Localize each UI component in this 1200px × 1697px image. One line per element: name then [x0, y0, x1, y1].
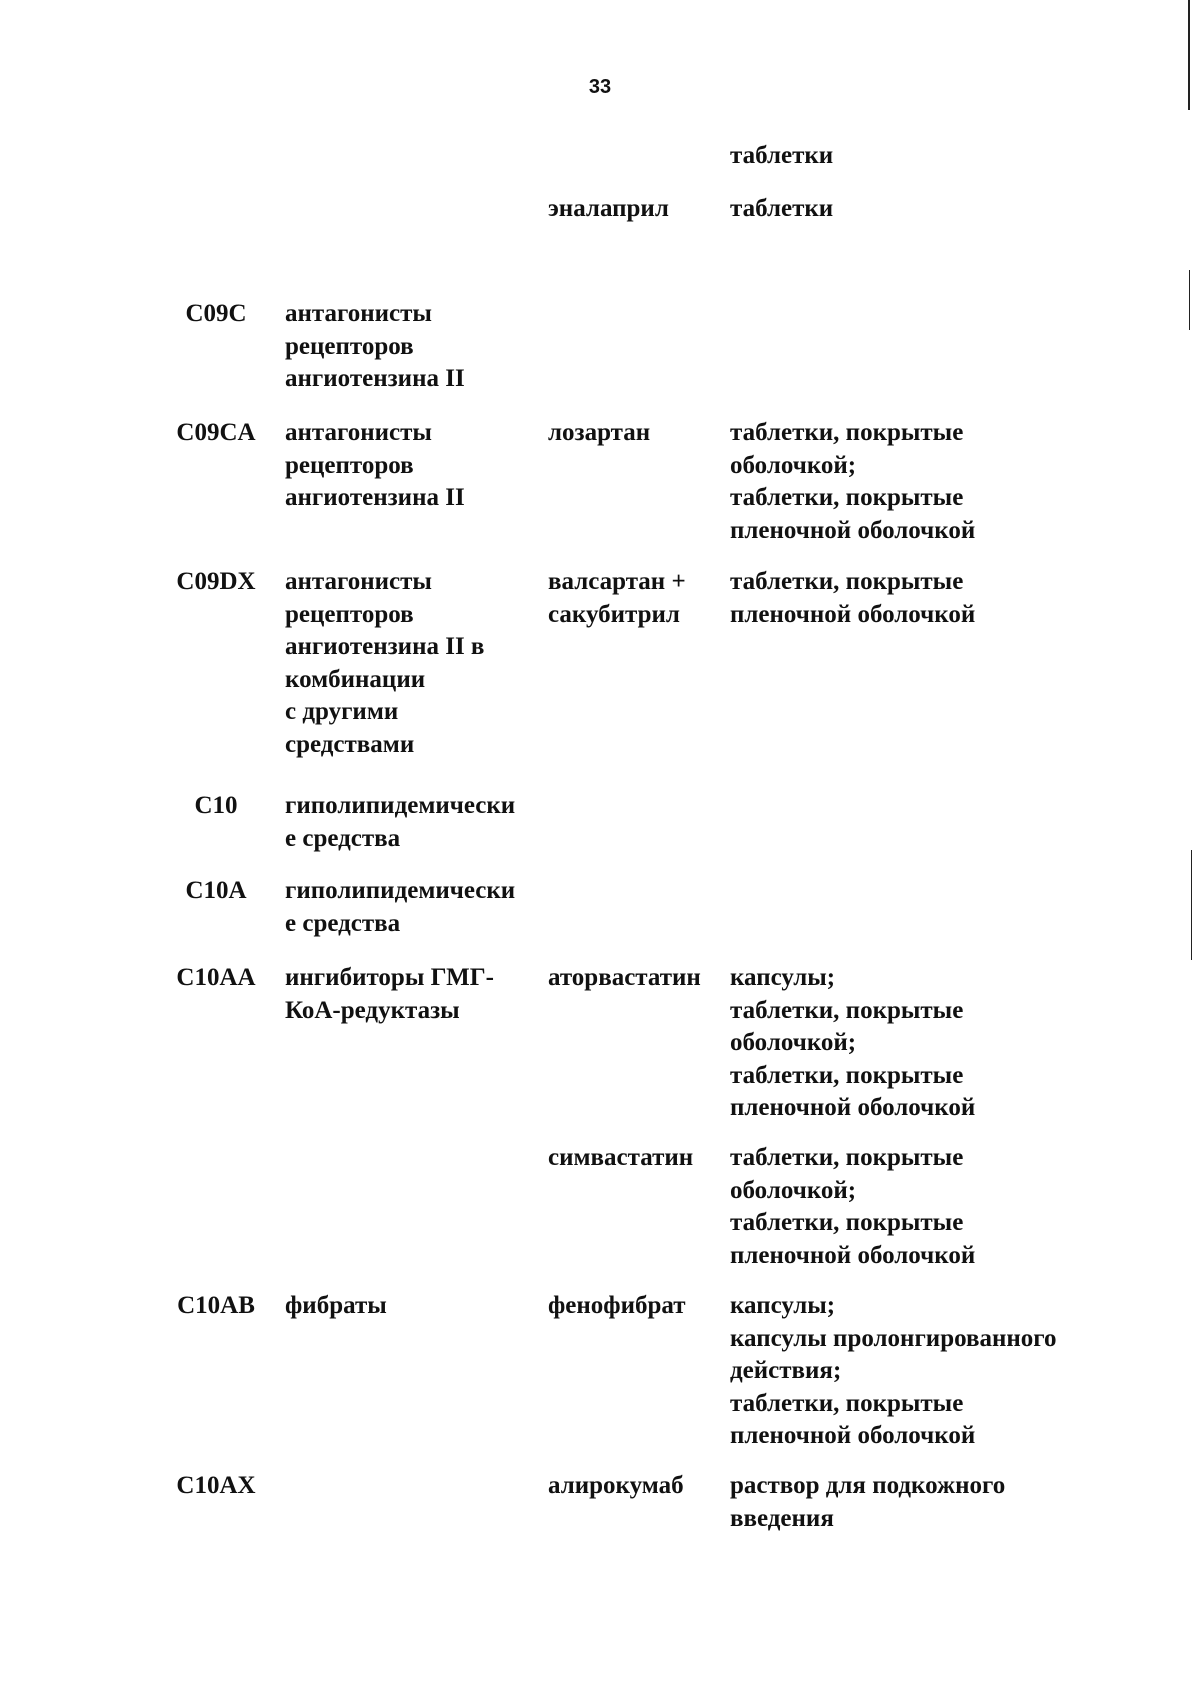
- atc-code: C09DX: [176, 568, 256, 595]
- atc-code-cell: [168, 417, 264, 450]
- atc-group-name-cell: [285, 566, 555, 761]
- atc-group-name-line: фибраты: [285, 1292, 387, 1319]
- atc-code-cell: [168, 875, 264, 908]
- atc-group-name-cell: [285, 417, 555, 515]
- dosage-form-line: оболочкой;: [730, 451, 857, 479]
- dosage-form-line: пленочной оболочкой: [730, 600, 976, 628]
- dosage-form-line: таблетки, покрытые: [730, 1144, 964, 1171]
- dosage-form-line: капсулы;: [730, 1292, 836, 1319]
- drug-name-line: аторвастатин: [548, 964, 701, 991]
- atc-code: C10A: [185, 877, 247, 904]
- atc-code-cell: [168, 566, 264, 599]
- atc-group-name-line: с другими: [285, 698, 399, 725]
- dosage-form-line: пленочной оболочкой: [730, 1094, 976, 1121]
- dosage-form-cell: [730, 193, 1190, 226]
- dosage-form-line: таблетки, покрытые: [730, 1209, 964, 1236]
- dosage-form-line: таблетки, покрытые: [730, 568, 964, 595]
- atc-group-name-line: средствами: [285, 730, 415, 758]
- atc-code: C10AB: [177, 1292, 255, 1319]
- dosage-form-cell: [730, 1470, 1190, 1535]
- atc-group-name-line: КоА-редуктазы: [285, 996, 460, 1024]
- atc-code: C10: [194, 792, 238, 819]
- drug-name-line: фенофибрат: [548, 1292, 686, 1319]
- dosage-form-line: таблетки, покрытые: [730, 419, 964, 446]
- atc-code: C09CA: [176, 419, 256, 446]
- atc-group-name-line: ангиотензина II: [285, 484, 465, 511]
- atc-group-name-line: антагонисты: [285, 419, 432, 446]
- scan-artifact: [1191, 850, 1192, 960]
- atc-group-name-line: е средства: [285, 824, 401, 852]
- dosage-form-cell: [730, 417, 1190, 547]
- atc-group-name-line: ингибиторы ГМГ-: [285, 964, 494, 991]
- atc-group-name-line: ангиотензина II в: [285, 633, 485, 660]
- dosage-form-line: действия;: [730, 1357, 842, 1384]
- atc-code-cell: [168, 1290, 264, 1323]
- atc-group-name-cell: [285, 790, 555, 855]
- atc-group-name-line: ангиотензина II: [285, 365, 465, 392]
- drug-name-line: алирокумаб: [548, 1472, 684, 1499]
- atc-group-name-cell: [285, 1290, 555, 1323]
- drug-name-line: симвастатин: [548, 1144, 694, 1171]
- atc-group-name-line: гиполипидемически: [285, 792, 516, 819]
- atc-code: C10AX: [176, 1472, 256, 1499]
- drug-name-cell: [548, 417, 728, 450]
- drug-name-line: сакубитрил: [548, 600, 680, 628]
- atc-code-cell: [168, 298, 264, 331]
- atc-group-name-line: рецепторов: [285, 451, 414, 479]
- dosage-form-line: пленочной оболочкой: [730, 516, 976, 544]
- atc-code-cell: [168, 790, 264, 823]
- dosage-form-line: таблетки, покрытые: [730, 996, 964, 1024]
- atc-group-name-line: антагонисты: [285, 300, 432, 327]
- drug-name-cell: [548, 1290, 728, 1323]
- drug-name-cell: [548, 193, 728, 226]
- atc-group-name-cell: [285, 298, 555, 396]
- atc-group-name-line: гиполипидемически: [285, 877, 516, 904]
- atc-group-name-line: комбинации: [285, 665, 426, 693]
- dosage-form-line: раствор для подкожного: [730, 1472, 1006, 1499]
- dosage-form-cell: [730, 566, 1190, 631]
- atc-code-cell: [168, 962, 264, 995]
- dosage-form-line: введения: [730, 1504, 834, 1532]
- dosage-form-line: оболочкой;: [730, 1029, 857, 1056]
- atc-group-name-line: е средства: [285, 909, 401, 937]
- atc-code: C09C: [185, 300, 247, 327]
- drug-name-cell: [548, 566, 728, 631]
- atc-group-name-line: антагонисты: [285, 568, 432, 595]
- dosage-form-line: пленочной оболочкой: [730, 1241, 976, 1269]
- drug-name-line: эналаприл: [548, 195, 669, 222]
- dosage-form-line: таблетки: [730, 195, 834, 222]
- drug-name-cell: [548, 1142, 728, 1175]
- dosage-form-line: таблетки, покрытые: [730, 484, 964, 511]
- atc-group-name-line: рецепторов: [285, 600, 414, 628]
- atc-group-name-cell: [285, 962, 555, 1027]
- dosage-form-cell: [730, 962, 1190, 1125]
- dosage-form-cell: [730, 1290, 1190, 1453]
- drug-name-line: лозартан: [548, 419, 651, 446]
- dosage-form-line: таблетки, покрытые: [730, 1389, 964, 1417]
- dosage-form-line: пленочной оболочкой: [730, 1422, 976, 1449]
- atc-code-cell: [168, 1470, 264, 1503]
- drug-name-cell: [548, 962, 728, 995]
- dosage-form-cell: [730, 1142, 1190, 1272]
- atc-code: C10AA: [176, 964, 256, 991]
- dosage-form-line: капсулы;: [730, 964, 836, 991]
- atc-group-name-line: рецепторов: [285, 332, 414, 360]
- dosage-form-cell: [730, 140, 1190, 173]
- dosage-form-line: капсулы пролонгированного: [730, 1324, 1057, 1352]
- drug-name-cell: [548, 1470, 728, 1503]
- scan-artifact: [1189, 270, 1190, 330]
- dosage-form-line: оболочкой;: [730, 1176, 857, 1204]
- page-number: 33: [588, 76, 612, 98]
- scan-artifact: [1188, 0, 1190, 110]
- atc-group-name-cell: [285, 875, 555, 940]
- drug-name-line: валсартан +: [548, 568, 686, 595]
- dosage-form-line: таблетки: [730, 142, 834, 169]
- dosage-form-line: таблетки, покрытые: [730, 1061, 964, 1089]
